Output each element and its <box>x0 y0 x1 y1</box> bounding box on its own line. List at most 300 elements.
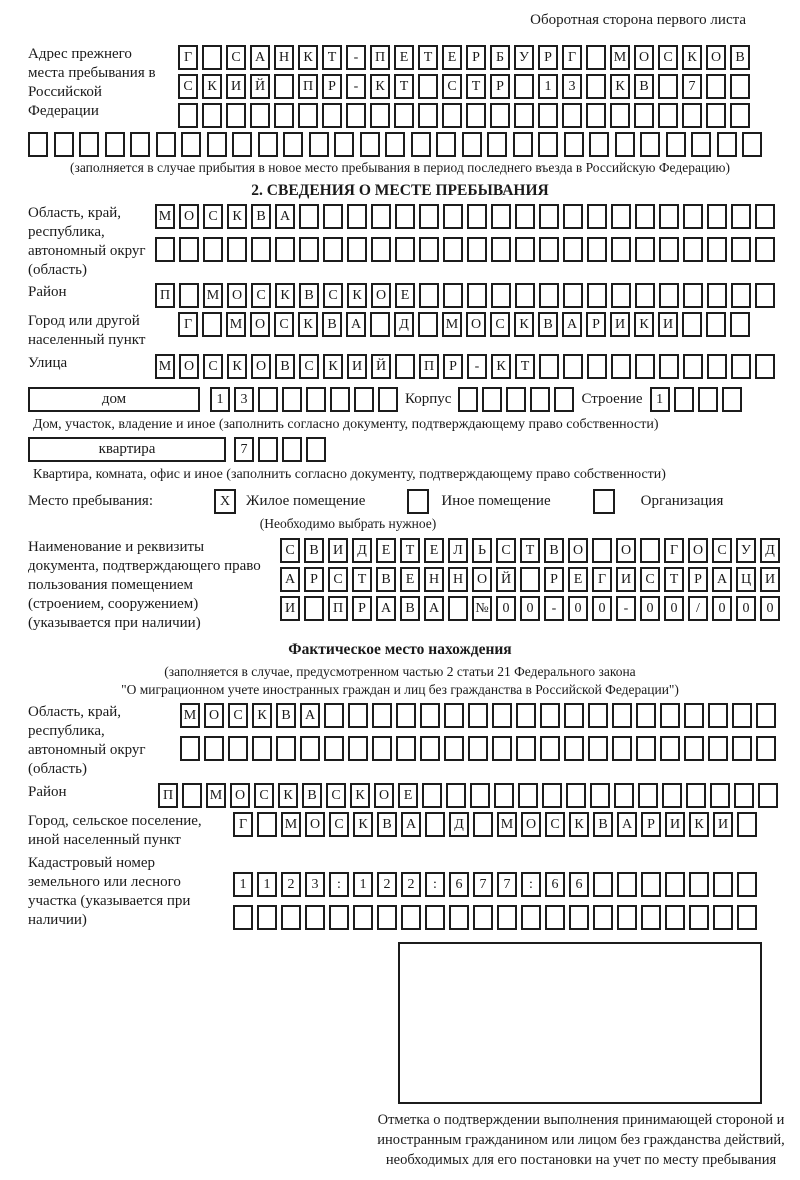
char-cell[interactable] <box>258 132 278 157</box>
char-cell[interactable]: 3 <box>234 387 254 412</box>
char-cell[interactable] <box>497 905 517 930</box>
char-cell[interactable]: 3 <box>562 74 582 99</box>
char-cell[interactable]: Т <box>352 567 372 592</box>
char-cell[interactable]: О <box>634 45 654 70</box>
char-cell[interactable]: - <box>346 45 366 70</box>
char-cell[interactable]: Р <box>322 74 342 99</box>
char-cell[interactable] <box>130 132 150 157</box>
char-cell[interactable] <box>587 204 607 229</box>
char-cell[interactable] <box>492 736 512 761</box>
char-cell[interactable] <box>586 45 606 70</box>
char-cell[interactable]: М <box>281 812 301 837</box>
char-cell[interactable]: О <box>204 703 224 728</box>
char-cell[interactable] <box>756 736 776 761</box>
char-cell[interactable] <box>482 387 502 412</box>
char-cell[interactable]: В <box>634 74 654 99</box>
char-cell[interactable] <box>179 237 199 262</box>
char-cell[interactable] <box>202 45 222 70</box>
char-cell[interactable]: В <box>400 596 420 621</box>
char-cell[interactable]: Д <box>352 538 372 563</box>
char-cell[interactable] <box>449 905 469 930</box>
char-cell[interactable] <box>515 237 535 262</box>
char-cell[interactable]: Е <box>394 45 414 70</box>
char-cell[interactable]: В <box>304 538 324 563</box>
char-cell[interactable]: Н <box>424 567 444 592</box>
char-cell[interactable] <box>641 872 661 897</box>
char-cell[interactable] <box>306 387 326 412</box>
char-cell[interactable] <box>684 736 704 761</box>
char-cell[interactable] <box>730 103 750 128</box>
char-cell[interactable] <box>737 872 757 897</box>
char-cell[interactable] <box>569 905 589 930</box>
char-cell[interactable] <box>564 736 584 761</box>
char-cell[interactable] <box>614 783 634 808</box>
char-cell[interactable] <box>360 132 380 157</box>
char-cell[interactable]: Р <box>443 354 463 379</box>
char-cell[interactable]: Т <box>520 538 540 563</box>
char-cell[interactable]: С <box>328 567 348 592</box>
char-cell[interactable] <box>422 783 442 808</box>
char-cell[interactable] <box>28 132 48 157</box>
char-cell[interactable]: : <box>329 872 349 897</box>
char-cell[interactable]: Ь <box>472 538 492 563</box>
char-cell[interactable]: 1 <box>210 387 230 412</box>
char-cell[interactable]: С <box>280 538 300 563</box>
char-cell[interactable] <box>204 736 224 761</box>
char-cell[interactable] <box>665 872 685 897</box>
char-cell[interactable]: В <box>593 812 613 837</box>
char-cell[interactable] <box>372 703 392 728</box>
char-cell[interactable]: И <box>713 812 733 837</box>
char-cell[interactable]: И <box>280 596 300 621</box>
char-cell[interactable] <box>658 74 678 99</box>
char-cell[interactable] <box>755 283 775 308</box>
char-cell[interactable]: С <box>329 812 349 837</box>
char-cell[interactable]: К <box>227 204 247 229</box>
char-cell[interactable]: С <box>228 703 248 728</box>
char-cell[interactable] <box>257 812 277 837</box>
char-cell[interactable]: И <box>328 538 348 563</box>
char-cell[interactable]: Р <box>352 596 372 621</box>
char-cell[interactable] <box>491 283 511 308</box>
char-cell[interactable] <box>755 237 775 262</box>
char-cell[interactable]: П <box>298 74 318 99</box>
char-cell[interactable]: М <box>155 354 175 379</box>
char-cell[interactable] <box>586 74 606 99</box>
char-cell[interactable]: 0 <box>592 596 612 621</box>
char-cell[interactable] <box>443 204 463 229</box>
char-cell[interactable] <box>274 74 294 99</box>
char-cell[interactable] <box>659 283 679 308</box>
char-cell[interactable] <box>641 905 661 930</box>
char-cell[interactable] <box>468 736 488 761</box>
char-cell[interactable]: 6 <box>569 872 589 897</box>
char-cell[interactable] <box>707 283 727 308</box>
char-cell[interactable] <box>491 237 511 262</box>
char-cell[interactable] <box>545 905 565 930</box>
char-cell[interactable]: С <box>545 812 565 837</box>
char-cell[interactable]: Р <box>688 567 708 592</box>
char-cell[interactable]: К <box>569 812 589 837</box>
char-cell[interactable]: О <box>251 354 271 379</box>
char-cell[interactable] <box>722 387 742 412</box>
char-cell[interactable]: К <box>252 703 272 728</box>
char-cell[interactable]: 0 <box>520 596 540 621</box>
char-cell[interactable] <box>462 132 482 157</box>
char-cell[interactable]: 7 <box>473 872 493 897</box>
char-cell[interactable] <box>592 538 612 563</box>
char-cell[interactable] <box>539 283 559 308</box>
char-cell[interactable] <box>734 783 754 808</box>
char-cell[interactable]: А <box>300 703 320 728</box>
char-cell[interactable]: 1 <box>233 872 253 897</box>
char-cell[interactable] <box>593 872 613 897</box>
char-cell[interactable]: Е <box>395 283 415 308</box>
char-cell[interactable]: - <box>467 354 487 379</box>
stay-type-checkbox-organization[interactable] <box>593 489 615 514</box>
char-cell[interactable] <box>732 703 752 728</box>
char-cell[interactable] <box>105 132 125 157</box>
char-cell[interactable]: М <box>203 283 223 308</box>
char-cell[interactable] <box>354 387 374 412</box>
char-cell[interactable] <box>348 703 368 728</box>
char-cell[interactable]: 0 <box>496 596 516 621</box>
char-cell[interactable]: Е <box>568 567 588 592</box>
char-cell[interactable]: К <box>278 783 298 808</box>
char-cell[interactable]: Й <box>496 567 516 592</box>
char-cell[interactable] <box>371 237 391 262</box>
char-cell[interactable]: М <box>180 703 200 728</box>
char-cell[interactable] <box>305 905 325 930</box>
char-cell[interactable] <box>737 812 757 837</box>
char-cell[interactable] <box>282 387 302 412</box>
char-cell[interactable]: И <box>665 812 685 837</box>
char-cell[interactable] <box>487 132 507 157</box>
char-cell[interactable] <box>706 74 726 99</box>
char-cell[interactable] <box>686 783 706 808</box>
char-cell[interactable]: В <box>322 312 342 337</box>
char-cell[interactable]: В <box>302 783 322 808</box>
char-cell[interactable]: В <box>299 283 319 308</box>
char-cell[interactable]: 6 <box>449 872 469 897</box>
char-cell[interactable]: М <box>226 312 246 337</box>
char-cell[interactable] <box>717 132 737 157</box>
char-cell[interactable] <box>538 132 558 157</box>
char-cell[interactable] <box>713 905 733 930</box>
char-cell[interactable] <box>566 783 586 808</box>
char-cell[interactable]: С <box>203 204 223 229</box>
char-cell[interactable]: 0 <box>640 596 660 621</box>
char-cell[interactable]: Е <box>424 538 444 563</box>
char-cell[interactable] <box>446 783 466 808</box>
char-cell[interactable]: П <box>155 283 175 308</box>
char-cell[interactable] <box>182 783 202 808</box>
char-cell[interactable] <box>640 132 660 157</box>
char-cell[interactable]: П <box>370 45 390 70</box>
char-cell[interactable] <box>513 132 533 157</box>
char-cell[interactable]: Р <box>586 312 606 337</box>
char-cell[interactable] <box>730 74 750 99</box>
char-cell[interactable]: У <box>514 45 534 70</box>
char-cell[interactable] <box>674 387 694 412</box>
char-cell[interactable] <box>492 703 512 728</box>
char-cell[interactable] <box>353 905 373 930</box>
char-cell[interactable]: К <box>353 812 373 837</box>
char-cell[interactable] <box>232 132 252 157</box>
char-cell[interactable] <box>306 437 326 462</box>
char-cell[interactable] <box>563 354 583 379</box>
char-cell[interactable]: К <box>634 312 654 337</box>
char-cell[interactable] <box>372 736 392 761</box>
char-cell[interactable] <box>689 905 709 930</box>
char-cell[interactable] <box>587 283 607 308</box>
char-cell[interactable]: О <box>250 312 270 337</box>
char-cell[interactable] <box>615 132 635 157</box>
char-cell[interactable] <box>683 237 703 262</box>
char-cell[interactable]: О <box>230 783 250 808</box>
char-cell[interactable] <box>444 736 464 761</box>
char-cell[interactable]: 0 <box>712 596 732 621</box>
char-cell[interactable]: Р <box>538 45 558 70</box>
char-cell[interactable] <box>506 387 526 412</box>
char-cell[interactable] <box>467 237 487 262</box>
char-cell[interactable]: К <box>610 74 630 99</box>
char-cell[interactable] <box>562 103 582 128</box>
char-cell[interactable] <box>282 437 302 462</box>
char-cell[interactable]: И <box>760 567 780 592</box>
char-cell[interactable] <box>554 387 574 412</box>
char-cell[interactable] <box>635 354 655 379</box>
char-cell[interactable] <box>436 132 456 157</box>
char-cell[interactable]: Е <box>376 538 396 563</box>
char-cell[interactable] <box>634 103 654 128</box>
char-cell[interactable] <box>324 703 344 728</box>
char-cell[interactable]: - <box>616 596 636 621</box>
char-cell[interactable] <box>257 905 277 930</box>
char-cell[interactable]: Р <box>466 45 486 70</box>
char-cell[interactable] <box>490 103 510 128</box>
char-cell[interactable] <box>590 783 610 808</box>
char-cell[interactable]: 0 <box>760 596 780 621</box>
char-cell[interactable] <box>731 354 751 379</box>
char-cell[interactable]: О <box>466 312 486 337</box>
char-cell[interactable]: К <box>298 45 318 70</box>
char-cell[interactable]: 1 <box>257 872 277 897</box>
char-cell[interactable] <box>233 905 253 930</box>
char-cell[interactable]: И <box>610 312 630 337</box>
char-cell[interactable]: 1 <box>353 872 373 897</box>
char-cell[interactable] <box>348 736 368 761</box>
char-cell[interactable] <box>640 538 660 563</box>
char-cell[interactable]: В <box>376 567 396 592</box>
char-cell[interactable]: А <box>275 204 295 229</box>
char-cell[interactable]: К <box>298 312 318 337</box>
char-cell[interactable]: Р <box>641 812 661 837</box>
char-cell[interactable] <box>707 204 727 229</box>
char-cell[interactable] <box>226 103 246 128</box>
char-cell[interactable] <box>638 783 658 808</box>
char-cell[interactable] <box>418 103 438 128</box>
char-cell[interactable]: - <box>346 74 366 99</box>
char-cell[interactable]: О <box>305 812 325 837</box>
char-cell[interactable] <box>395 237 415 262</box>
char-cell[interactable]: С <box>178 74 198 99</box>
char-cell[interactable] <box>515 204 535 229</box>
char-cell[interactable]: А <box>401 812 421 837</box>
stay-type-checkbox-other[interactable] <box>407 489 429 514</box>
char-cell[interactable] <box>731 237 751 262</box>
char-cell[interactable] <box>587 237 607 262</box>
char-cell[interactable] <box>473 905 493 930</box>
char-cell[interactable]: И <box>226 74 246 99</box>
char-cell[interactable]: Г <box>178 312 198 337</box>
char-cell[interactable] <box>659 237 679 262</box>
char-cell[interactable]: К <box>514 312 534 337</box>
char-cell[interactable] <box>755 354 775 379</box>
char-cell[interactable]: 0 <box>664 596 684 621</box>
char-cell[interactable]: Т <box>664 567 684 592</box>
char-cell[interactable]: О <box>227 283 247 308</box>
char-cell[interactable]: О <box>472 567 492 592</box>
char-cell[interactable]: Т <box>515 354 535 379</box>
char-cell[interactable]: Е <box>398 783 418 808</box>
char-cell[interactable] <box>425 812 445 837</box>
char-cell[interactable] <box>401 905 421 930</box>
char-cell[interactable] <box>530 387 550 412</box>
char-cell[interactable]: П <box>158 783 178 808</box>
char-cell[interactable]: Й <box>250 74 270 99</box>
char-cell[interactable]: К <box>370 74 390 99</box>
char-cell[interactable] <box>635 204 655 229</box>
char-cell[interactable]: К <box>227 354 247 379</box>
char-cell[interactable] <box>420 736 440 761</box>
char-cell[interactable]: Е <box>400 567 420 592</box>
char-cell[interactable]: О <box>568 538 588 563</box>
char-cell[interactable] <box>207 132 227 157</box>
char-cell[interactable] <box>443 283 463 308</box>
char-cell[interactable]: Д <box>449 812 469 837</box>
char-cell[interactable]: - <box>544 596 564 621</box>
char-cell[interactable] <box>203 237 223 262</box>
char-cell[interactable] <box>323 237 343 262</box>
char-cell[interactable] <box>329 905 349 930</box>
char-cell[interactable] <box>378 387 398 412</box>
char-cell[interactable]: А <box>617 812 637 837</box>
char-cell[interactable] <box>347 204 367 229</box>
char-cell[interactable] <box>395 354 415 379</box>
char-cell[interactable] <box>448 596 468 621</box>
char-cell[interactable] <box>683 283 703 308</box>
char-cell[interactable] <box>411 132 431 157</box>
char-cell[interactable] <box>396 703 416 728</box>
char-cell[interactable]: Р <box>544 567 564 592</box>
char-cell[interactable]: С <box>226 45 246 70</box>
char-cell[interactable] <box>252 736 272 761</box>
char-cell[interactable] <box>444 703 464 728</box>
char-cell[interactable]: Т <box>400 538 420 563</box>
char-cell[interactable] <box>589 132 609 157</box>
char-cell[interactable] <box>425 905 445 930</box>
char-cell[interactable]: 6 <box>545 872 565 897</box>
char-cell[interactable]: А <box>712 567 732 592</box>
char-cell[interactable]: С <box>326 783 346 808</box>
char-cell[interactable]: И <box>616 567 636 592</box>
char-cell[interactable] <box>666 132 686 157</box>
char-cell[interactable] <box>636 703 656 728</box>
char-cell[interactable] <box>708 736 728 761</box>
char-cell[interactable] <box>491 204 511 229</box>
char-cell[interactable] <box>611 204 631 229</box>
char-cell[interactable] <box>79 132 99 157</box>
char-cell[interactable] <box>467 204 487 229</box>
char-cell[interactable]: Г <box>562 45 582 70</box>
char-cell[interactable]: А <box>280 567 300 592</box>
char-cell[interactable] <box>538 103 558 128</box>
char-cell[interactable]: О <box>521 812 541 837</box>
char-cell[interactable]: : <box>425 872 445 897</box>
char-cell[interactable] <box>418 312 438 337</box>
char-cell[interactable] <box>299 204 319 229</box>
char-cell[interactable]: 2 <box>281 872 301 897</box>
char-cell[interactable]: О <box>374 783 394 808</box>
char-cell[interactable]: К <box>491 354 511 379</box>
char-cell[interactable]: Т <box>322 45 342 70</box>
char-cell[interactable] <box>334 132 354 157</box>
char-cell[interactable]: П <box>328 596 348 621</box>
char-cell[interactable] <box>665 905 685 930</box>
char-cell[interactable]: К <box>323 354 343 379</box>
char-cell[interactable]: Д <box>760 538 780 563</box>
char-cell[interactable] <box>586 103 606 128</box>
char-cell[interactable] <box>443 237 463 262</box>
char-cell[interactable] <box>304 596 324 621</box>
char-cell[interactable]: Л <box>448 538 468 563</box>
char-cell[interactable] <box>588 703 608 728</box>
char-cell[interactable] <box>202 312 222 337</box>
char-cell[interactable] <box>179 283 199 308</box>
char-cell[interactable] <box>587 354 607 379</box>
char-cell[interactable]: С <box>496 538 516 563</box>
char-cell[interactable] <box>564 132 584 157</box>
char-cell[interactable] <box>419 237 439 262</box>
char-cell[interactable] <box>228 736 248 761</box>
char-cell[interactable] <box>324 736 344 761</box>
char-cell[interactable] <box>418 74 438 99</box>
char-cell[interactable] <box>371 204 391 229</box>
char-cell[interactable]: В <box>538 312 558 337</box>
char-cell[interactable]: И <box>658 312 678 337</box>
char-cell[interactable]: 7 <box>497 872 517 897</box>
char-cell[interactable] <box>707 354 727 379</box>
char-cell[interactable]: Б <box>490 45 510 70</box>
char-cell[interactable] <box>611 354 631 379</box>
char-cell[interactable]: А <box>562 312 582 337</box>
char-cell[interactable] <box>593 905 613 930</box>
char-cell[interactable] <box>539 237 559 262</box>
char-cell[interactable] <box>323 204 343 229</box>
char-cell[interactable] <box>730 312 750 337</box>
char-cell[interactable] <box>707 237 727 262</box>
char-cell[interactable] <box>635 283 655 308</box>
char-cell[interactable] <box>309 132 329 157</box>
char-cell[interactable]: Т <box>394 74 414 99</box>
char-cell[interactable]: Д <box>394 312 414 337</box>
char-cell[interactable]: У <box>736 538 756 563</box>
char-cell[interactable] <box>706 312 726 337</box>
char-cell[interactable]: Г <box>592 567 612 592</box>
char-cell[interactable] <box>635 237 655 262</box>
char-cell[interactable] <box>708 703 728 728</box>
